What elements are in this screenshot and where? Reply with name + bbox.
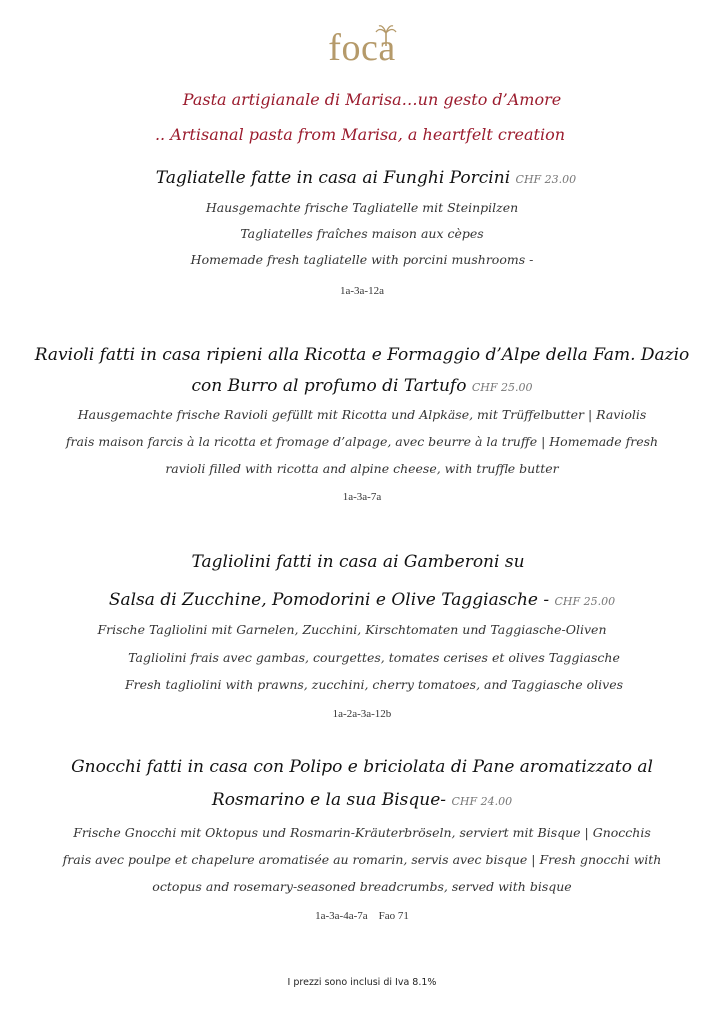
dish-description: Homemade fresh tagliatelle with porcini mushrooms - [190,252,534,267]
dish-description: Fresh tagliolini with prawns, zucchini, cherry tomatoes, and Taggiasche olives [124,677,624,692]
dish-title [0,590,724,610]
dish-price: CHF 23.00 [515,173,577,186]
allergen-codes: 1a-3a-12a [340,285,384,297]
dish-name: Rosmarino e la sua Bisque- [211,790,447,810]
allergen-codes: 1a-3a-4a-7a Fao 71 [315,910,409,922]
dish-description: octopus and rosemary-seasoned breadcrumbs, served with bisque [152,879,572,894]
dish-description: frais maison farcis à la ricotta et fromage d’alpage, avec beurre à la truffe | Homemade fresh [65,434,659,449]
dish-description: Frische Gnocchi mit Oktopus und Rosmarin-Kräuterbröseln, serviert mit Bisque | Gnocchis [73,825,651,840]
dish-description: Tagliatelles fraîches maison aux cèpes [240,226,484,241]
dish-name: Tagliatelle fatte in casa ai Funghi Porcini [155,168,511,188]
restaurant-logo: foca [328,27,396,69]
dish-title [0,757,724,777]
dish-description: Frische Tagliolini mit Garnelen, Zucchini, Kirschtomaten und Taggiasche-Oliven [97,622,607,637]
vat-note: I prezzi sono inclusi di Iva 8.1% [287,977,437,988]
dish-price: CHF 24.00 [451,795,513,808]
palm-tree-icon [375,24,397,46]
dish-description: frais avec poulpe et chapelure aromatisée au romarin, servis avec bisque | Fresh gnocchi with [62,852,662,867]
heading-italian: Pasta artigianale di Marisa…un gesto d’Amore [182,90,562,109]
dish-name: Tagliolini fatti in casa ai Gamberoni su [191,552,525,572]
dish-description: Tagliolini frais avec gambas, courgettes, tomates cerises et olives Taggiasche [128,650,620,665]
heading-english: .. Artisanal pasta from Marisa, a heartfelt creation [154,125,566,144]
dish-price: CHF 25.00 [554,595,616,608]
dish-title [0,552,720,572]
dish-description: Hausgemachte frische Tagliatelle mit Steinpilzen [205,200,519,215]
dish-price: CHF 25.00 [471,381,533,394]
dish-name: Salsa di Zucchine, Pomodorini e Olive Taggiasche - [108,590,550,610]
dish-name: Ravioli fatti in casa ripieni alla Ricotta e Formaggio d’Alpe della Fam. Dazio [34,345,690,365]
dish-description: ravioli filled with ricotta and alpine cheese, with truffle butter [165,461,559,476]
dish-title [0,790,724,810]
dish-title [4,168,724,188]
dish-title [0,376,724,396]
dish-name: con Burro al profumo di Tartufo [191,376,467,396]
dish-description: Hausgemachte frische Ravioli gefüllt mit Ricotta und Alpkäse, mit Trüffelbutter | Raviolis [77,407,647,422]
allergen-codes: 1a-2a-3a-12b [332,708,392,720]
dish-name: Gnocchi fatti in casa con Polipo e briciolata di Pane aromatizzato al [71,757,653,777]
dish-title [0,345,724,365]
allergen-codes: 1a-3a-7a [342,491,382,503]
